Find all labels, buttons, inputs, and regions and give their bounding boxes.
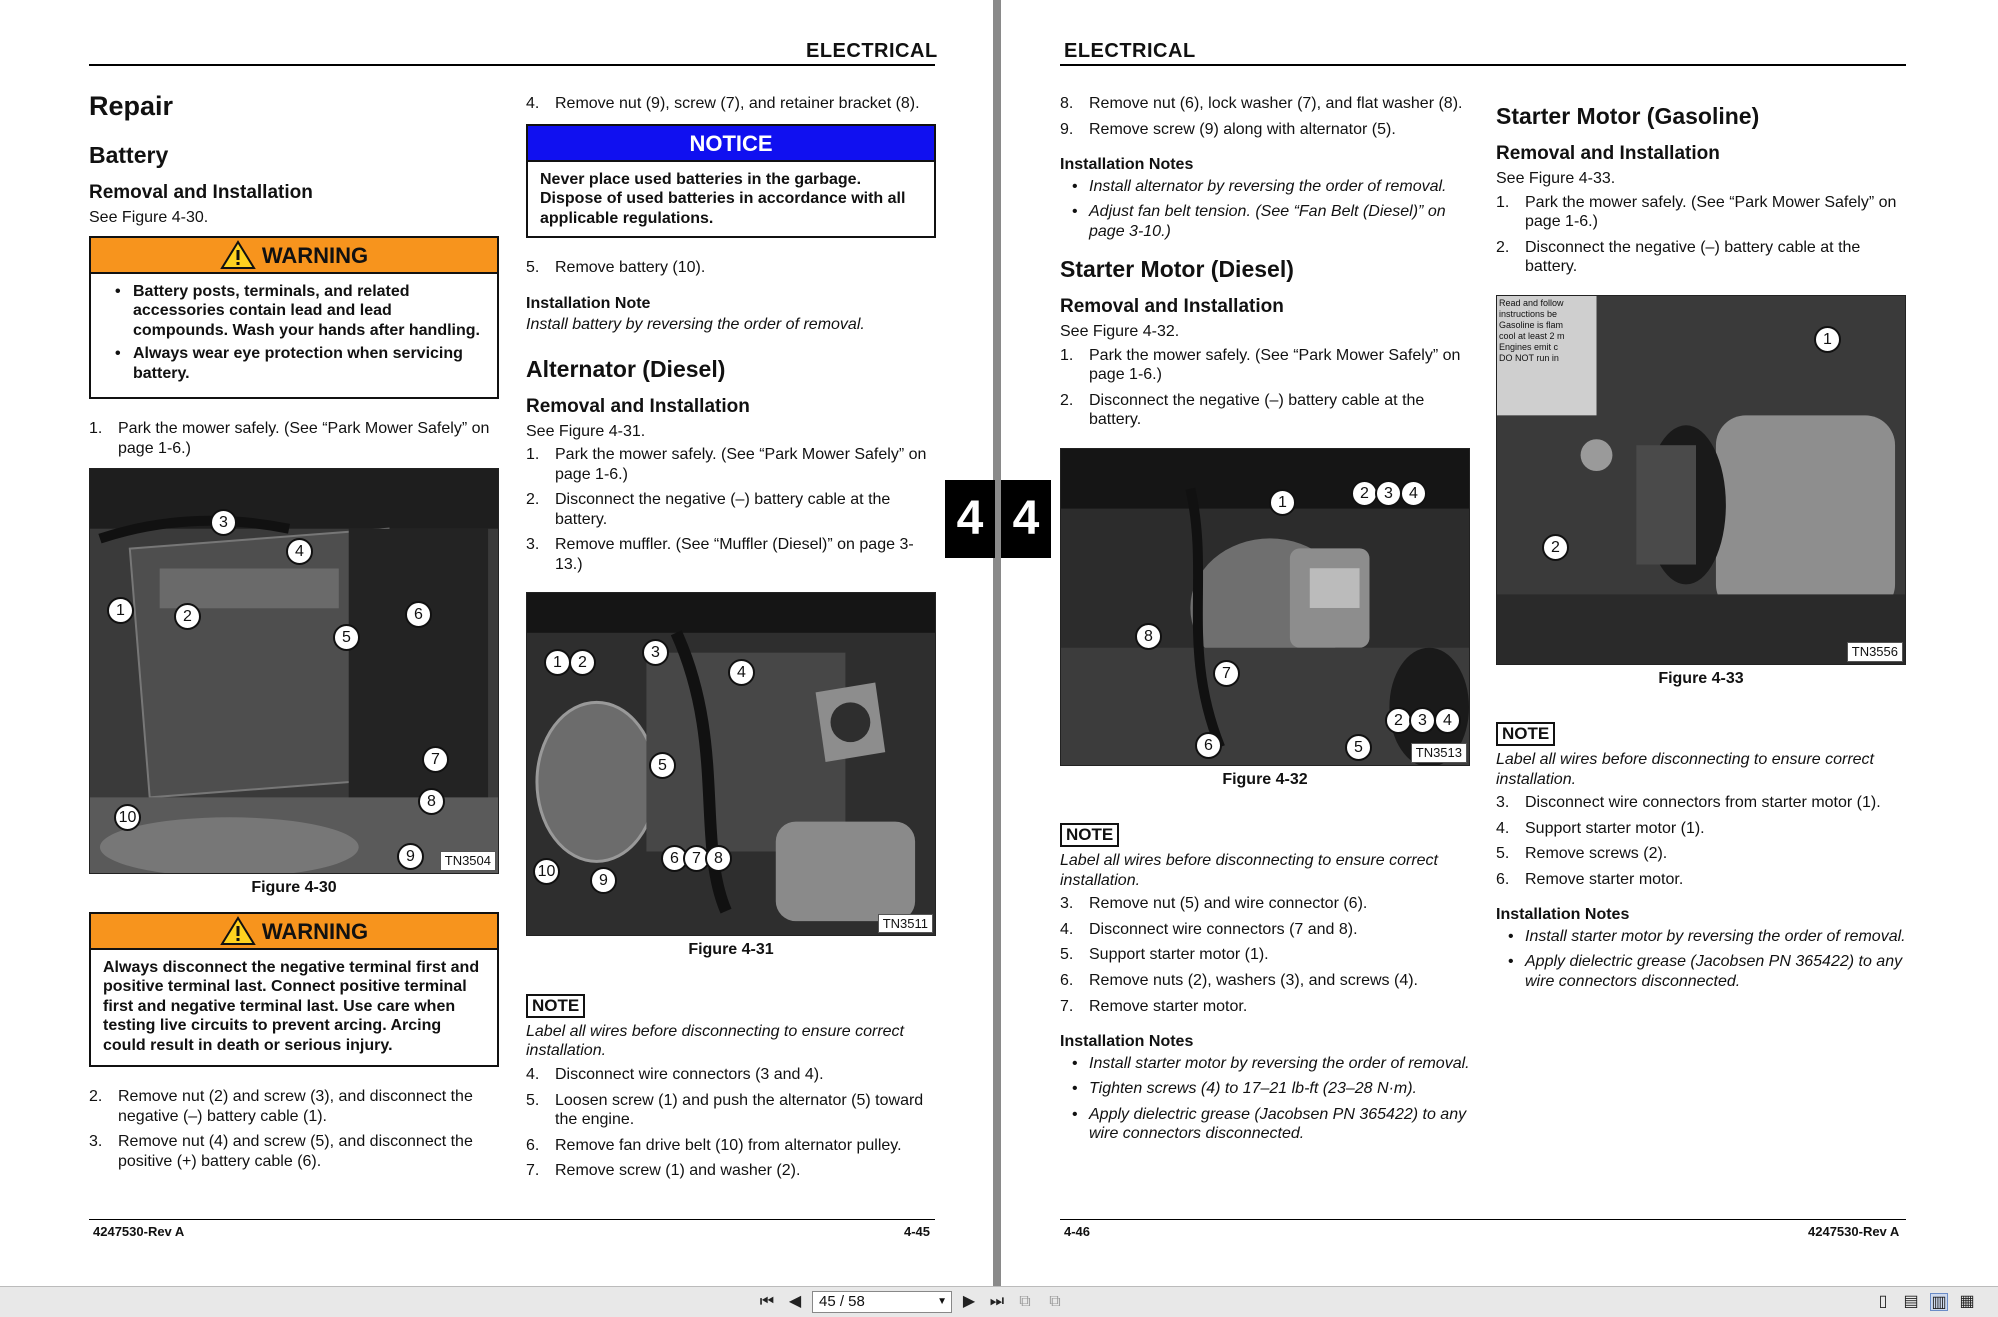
decal-line: instructions be [1499,308,1558,319]
installation-note-text: Install battery by reversing the order of removal. [526,316,865,334]
steps-list [1060,346,1470,430]
callout: 6 [405,601,432,628]
steps-list [89,419,499,458]
note-text: Label all wires before disconnecting to ensure correct installation. [1060,852,1438,889]
step-item: 5. Loosen screw (1) and push the alternator (5) toward the engine. [526,1091,924,1129]
left-footer-doc: 4247530-Rev A [93,1224,185,1239]
step-item: 5. Remove screws (2). [1496,845,1668,863]
continuous-view-icon[interactable]: ▤ [1903,1293,1919,1310]
decal-line: Read and follow [1499,297,1564,308]
callout: 5 [333,624,360,651]
steps-list [526,258,936,278]
note-tag: NOTE [1060,823,1119,847]
callout: 3 [1409,707,1436,734]
step-item: 6. Remove starter motor. [1496,870,1684,888]
callout: 8 [1135,623,1162,650]
note-text: Label all wires before disconnecting to ensure correct installation. [1496,751,1874,788]
figure-reference: See Figure 4-32. [1060,323,1180,341]
callout: 5 [1345,734,1372,761]
warning-header [91,914,497,950]
subsection-title: Removal and Installation [89,181,313,203]
right-page [1001,0,1998,1286]
decal-line: DO NOT run in [1499,352,1559,363]
facing-view-icon[interactable]: ▥ [1931,1294,1947,1311]
callout: 5 [649,752,676,779]
step-item: 1. Park the mower safely. (See “Park Mower Safely” on page 1-6.) [89,420,490,457]
figure-4-30 [89,468,499,874]
callout: 2 [569,649,596,676]
callout: 6 [1195,732,1222,759]
callout: 3 [1375,480,1402,507]
callout: 2 [1542,534,1569,561]
step-item: 1. Park the mower safely. (See “Park Mower Safely” on page 1-6.) [526,446,927,483]
section-title-repair: Repair [89,91,174,121]
step-item: 1. Park the mower safely. (See “Park Mower Safely” on page 1-6.) [1060,346,1461,384]
first-page-icon[interactable]: ⏮ [759,1293,775,1310]
bullet-item: • Install starter motor by reversing the order of removal. [1060,1054,1470,1074]
warning-body [91,274,497,398]
step-item: 6. Remove nuts (2), washers (3), and screws (4). [1060,971,1418,989]
step-item: 5. Support starter motor (1). [1060,946,1269,964]
viewer-toolbar [0,1286,1998,1317]
callout: 4 [728,659,755,686]
note-tag: NOTE [526,994,585,1018]
installation-notes-heading: Installation Notes [1060,1033,1194,1051]
installation-notes-list [1060,177,1470,242]
subsection-title: Removal and Installation [1496,143,1720,165]
right-col-1 [1060,94,1470,1150]
callout: 3 [210,509,237,536]
step-item: 4. Disconnect wire connectors (7 and 8). [1060,920,1358,938]
steps-list [1060,94,1470,139]
installation-notes-list [1060,1054,1470,1144]
step-item: 4. Support starter motor (1). [1496,819,1705,837]
left-header-rule [89,64,935,66]
steps-list [1496,793,1906,889]
previous-view-icon[interactable]: ⧉ [1019,1293,1031,1310]
figure-tag: TN3513 [1411,743,1467,763]
bullet-item: • Apply dielectric grease (Jacobsen PN 365422) to any wire connectors disconnected. [1060,1105,1470,1144]
steps-list [1060,894,1470,1016]
step-item: 2. Remove nut (2) and screw (3), and disconnect the negative (–) battery cable (1). [89,1088,473,1125]
callout: 2 [1385,707,1412,734]
warning-triangle-icon [220,916,256,946]
step-item: 3. Remove nut (5) and wire connector (6). [1060,895,1368,913]
bullet-item: • Install starter motor by reversing the order of removal. [1496,927,1906,947]
left-col-1 [89,90,499,1177]
callout: 2 [174,603,201,630]
warning-triangle-icon [220,240,256,270]
chapter-tab-right: 4 [1001,480,1051,558]
alternator-photo [527,593,935,935]
step-item: 3. Remove nut (4) and screw (5), and disconnect the positive (+) battery cable (6). [89,1133,473,1170]
callout: 3 [642,639,669,666]
step-item: 7. Remove screw (1) and washer (2). [526,1162,801,1180]
left-header-title: ELECTRICAL [806,40,938,62]
installation-notes-list [1496,927,1906,992]
right-footer-rule [1060,1219,1906,1220]
figure-tag: TN3511 [878,914,933,934]
single-page-view-icon[interactable]: ▯ [1878,1293,1888,1310]
section-title-alternator: Alternator (Diesel) [526,355,726,382]
installation-note-heading: Installation Note [526,294,651,312]
left-footer-rule [89,1219,935,1220]
notice-body: Never place used batteries in the garbage. Dispose of used batteries in accordance with all applicable regulations. [540,170,906,227]
callout: 7 [422,746,449,773]
decal-line: Gasoline is flam [1499,319,1564,330]
chapter-tab-left: 4 [945,480,995,558]
callout: 1 [107,597,134,624]
note-text: Label all wires before disconnecting to ensure correct installation. [526,1022,904,1060]
continuous-facing-view-icon[interactable]: ▦ [1959,1293,1975,1310]
callout: 10 [114,804,141,831]
figure-tag: TN3504 [440,851,496,871]
figure-caption: Figure 4-31 [688,941,774,959]
right-header-title: ELECTRICAL [1064,40,1196,62]
section-title-battery: Battery [89,141,169,168]
chevron-down-icon[interactable]: ▼ [937,1296,947,1307]
steps-list [89,1087,499,1171]
subsection-title: Removal and Installation [526,395,750,417]
callout: 2 [1351,480,1378,507]
steps-list [526,445,936,574]
left-page [0,0,993,1286]
figure-4-32 [1060,448,1470,766]
callout: 1 [1814,326,1841,353]
page-number-input[interactable] [812,1291,952,1313]
step-item: 7. Remove starter motor. [1060,997,1248,1015]
callout: 1 [1269,489,1296,516]
callout: 4 [1400,480,1427,507]
step-item: 2. Disconnect the negative (–) battery cable at the battery. [1060,391,1425,429]
note-tag: NOTE [1496,722,1555,746]
step-item: 1. Park the mower safely. (See “Park Mower Safely” on page 1-6.) [1496,193,1897,231]
callout: 7 [683,845,710,872]
figure-reference: See Figure 4-31. [526,422,646,440]
notice-header: NOTICE [528,126,934,162]
previous-page-icon[interactable]: ◀ [788,1293,802,1310]
left-footer-page: 4-45 [904,1224,931,1239]
step-item: 4. Disconnect wire connectors (3 and 4). [526,1065,824,1083]
bullet-item: • Install alternator by reversing the order of removal. [1060,177,1470,197]
callout: 1 [544,649,571,676]
installation-notes-heading: Installation Notes [1060,156,1194,174]
step-item: 8. Remove nut (6), lock washer (7), and flat washer (8). [1060,95,1463,112]
figure-caption: Figure 4-33 [1658,669,1744,687]
steps-list [526,94,936,114]
step-item: 5. Remove battery (10). [526,259,706,277]
warning-decal [1499,298,1599,408]
bullet-item: • Apply dielectric grease (Jacobsen PN 365422) to any wire connectors disconnected. [1496,952,1906,991]
right-col-2 [1496,92,1906,997]
callout: 9 [397,843,424,870]
bullet-item: • Adjust fan belt tension. (See “Fan Belt (Diesel)” on page 3-10.) [1060,202,1470,241]
left-col-2 [526,94,936,1187]
warning-header [91,238,497,274]
figure-reference: See Figure 4-30. [89,209,209,227]
callout: 8 [705,845,732,872]
callout: 8 [418,788,445,815]
right-footer-page: 4-46 [1064,1224,1091,1239]
section-title-starter-gasoline: Starter Motor (Gasoline) [1496,103,1760,129]
next-page-icon[interactable]: ▶ [962,1293,976,1310]
step-item: 2. Disconnect the negative (–) battery cable at the battery. [1496,238,1861,276]
callout: 7 [1213,660,1240,687]
installation-notes-heading: Installation Notes [1496,906,1630,924]
step-item: 3. Disconnect wire connectors from starter motor (1). [1496,794,1881,812]
section-title-starter-diesel: Starter Motor (Diesel) [1060,256,1294,283]
figure-4-33 [1496,295,1906,665]
step-item: 6. Remove fan drive belt (10) from alternator pulley. [526,1136,902,1154]
decal-line: cool at least 2 m [1499,330,1565,341]
warning-item: • Always wear eye protection when servicing battery. [103,344,485,383]
subsection-title: Removal and Installation [1060,296,1284,318]
right-header-rule [1060,64,1906,66]
step-item: 9. Remove screw (9) along with alternator (5). [1060,120,1396,138]
notice-box [526,124,936,239]
last-page-icon[interactable]: ⏭ [989,1293,1005,1310]
page-indicator: 45 / 58 [819,1293,865,1310]
callout: 4 [286,538,313,565]
callout: 4 [1434,707,1461,734]
bullet-item: • Tighten screws (4) to 17–21 lb-ft (23–28 N·m). [1060,1079,1470,1099]
figure-4-31 [526,592,936,936]
warning-box-1 [89,236,499,400]
warning-item: • Battery posts, terminals, and related accessories contain lead and lead compounds. Wash your hands after handling. [103,282,485,341]
callout: 6 [661,845,688,872]
next-view-icon[interactable]: ⧉ [1049,1293,1061,1310]
figure-caption: Figure 4-32 [1222,770,1308,788]
warning-box-2 [89,912,499,1068]
step-item: 2. Disconnect the negative (–) battery cable at the battery. [526,491,891,528]
decal-line: Engines emit c [1499,341,1559,352]
callout: 9 [590,867,617,894]
callout: 10 [533,858,560,885]
step-item: 4. Remove nut (9), screw (7), and retainer bracket (8). [526,95,920,112]
step-item: 3. Remove muffler. (See “Muffler (Diesel)” on page 3-13.) [526,536,914,573]
figure-reference: See Figure 4-33. [1496,170,1616,188]
right-footer-doc: 4247530-Rev A [1808,1224,1900,1239]
warning-label: WARNING [261,242,369,268]
warning-body: Always disconnect the negative terminal first and positive terminal last. Connect positive terminal first and negative terminal last. Use care when testing live circuits to prevent arcing. Arcing could result in death or serious injury. [103,958,480,1054]
figure-tag: TN3556 [1847,642,1903,662]
steps-list [1496,193,1906,277]
steps-list [526,1065,936,1181]
warning-label: WARNING [261,918,369,944]
figure-caption: Figure 4-30 [251,879,337,897]
